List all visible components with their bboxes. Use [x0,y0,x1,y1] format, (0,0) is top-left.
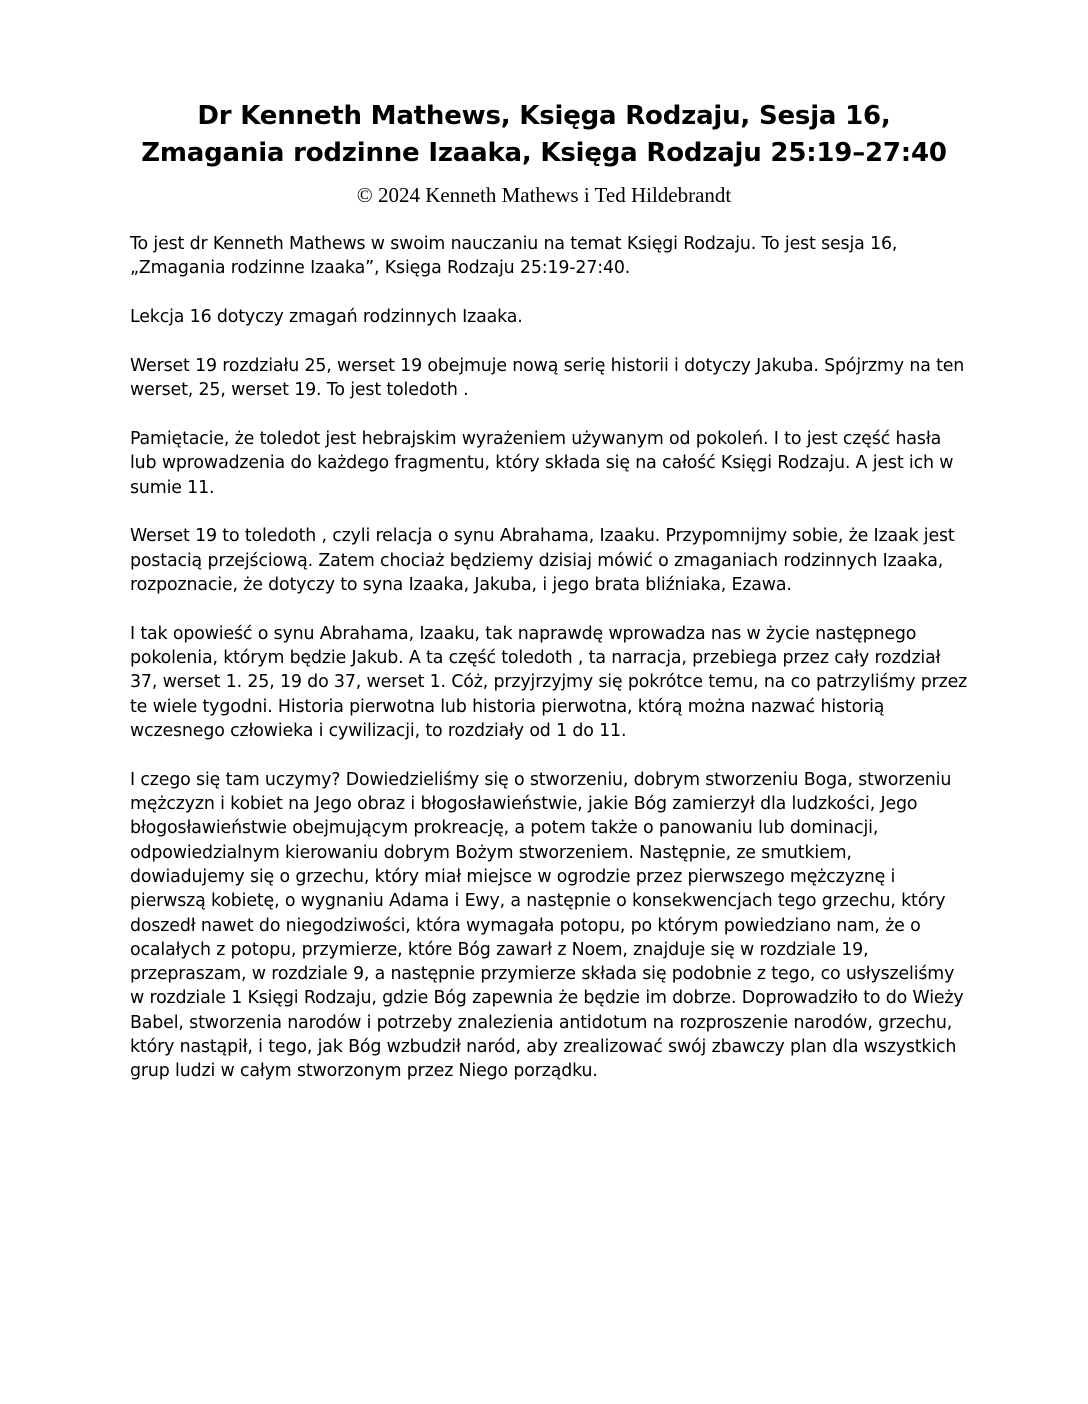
paragraph-5: Werset 19 to toledoth , czyli relacja o synu Abrahama, Izaaku. Przypomnijmy sobie, że Izaak jest postacią przejściową. Zatem chociaż będziemy dzisiaj mówić o zmaganiach rodzinnych Izaaka, rozpoznacie, że dotyczy to syna Izaaka, Jakuba, i jego brata bliźniaka, Ezawa. [130,526,955,595]
document-title [0,98,1088,172]
paragraph-6: I tak opowieść o synu Abrahama, Izaaku, tak naprawdę wprowadza nas w życie następnego pokolenia, którym będzie Jakub. A ta część toledoth , ta narracja, przebiega przez cały rozdział 37, werset 1. 25, 19 do 37, werset 1. Cóż, przyjrzyjmy się pokrótce temu, na co patrzyliśmy przez te wiele tygodni. Historia pierwotna lub historia pierwotna, którą można nazwać historią wczesnego człowieka i cywilizacji, to rozdziały od 1 do 11. [130,623,968,741]
title-line-1: Dr Kenneth Mathews, Księga Rodzaju, Sesja 16, [197,101,891,131]
paragraph-1: To jest dr Kenneth Mathews w swoim nauczaniu na temat Księgi Rodzaju. To jest sesja 16, „Zmagania rodzinne Izaaka”, Księga Rodzaju 25:19-27:40. [130,234,898,279]
paragraph-7: I czego się tam uczymy? Dowiedzieliśmy się o stworzeniu, dobrym stworzeniu Boga, stworzeniu mężczyzn i kobiet na Jego obraz i błogosławieństwie, jakie Bóg zamierzył dla ludzkości, Jego błogosławieństwie obejmującym prokreację, a potem także o panowaniu lub dominacji, odpowiedzialnym kierowaniu dobrym Bożym stworzeniem. Następnie, ze smutkiem, dowiadujemy się o grzechu, który miał miejsce w ogrodzie przez pierwszego mężczyznę i pierwszą kobietę, o wygnaniu Adama i Ewy, a następnie o konsekwencjach tego grzechu, który doszedł nawet do niegodziwości, która wymagała potopu, po którym powiedziano nam, że o ocalałych z potopu, przymierze, które Bóg zawarł z Noem, znajduje się w rozdziale 19, przepraszam, w rozdziale 9, a następnie przymierze składa się podobnie z tego, co usłyszeliśmy w rozdziale 1 Księgi Rodzaju, gdzie Bóg zapewnia że będzie im dobrze. Doprowadziło to do Wieży Babel, stworzenia narodów i potrzeby znalezienia antidotum na rozproszenie narodów, grzechu, który nastąpił, i tego, jak Bóg wzbudził naród, aby zrealizować swój zbawczy plan dla wszystkich grup ludzi w całym stworzonym przez Niego porządku. [130,769,964,1082]
paragraph-3: Werset 19 rozdziału 25, werset 19 obejmuje nową serię historii i dotyczy Jakuba. Spójrzmy na ten werset, 25, werset 19. To jest toledoth . [130,355,965,401]
document-body [130,232,970,1108]
paragraph-4: Pamiętacie, że toledot jest hebrajskim wyrażeniem używanym od pokoleń. I to jest część hasła lub wprowadzenia do każdego fragmentu, który składa się na całość Księgi Rodzaju. A jest ich w sumie 11. [130,428,954,498]
paragraph-2: Lekcja 16 dotyczy zmagań rodzinnych Izaaka. [130,307,523,328]
copyright-notice: © 2024 Kenneth Mathews i Ted Hildebrandt [356,183,732,207]
title-line-2: Zmagania rodzinne Izaaka, Księga Rodzaju 25:19–27:40 [141,138,947,168]
